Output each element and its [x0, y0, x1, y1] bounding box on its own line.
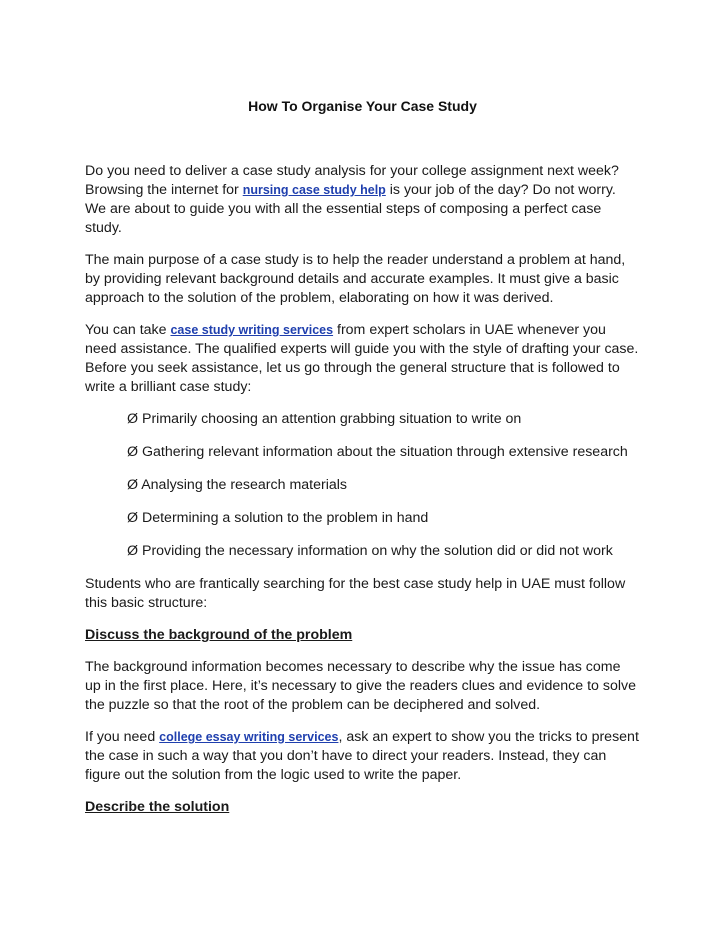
section-heading-solution: Describe the solution: [85, 799, 230, 815]
paragraph-structure-note: Students who are frantically searching for the best case study help in UAE must follow this basic structure:: [85, 576, 626, 611]
document-title: How To Organise Your Case Study: [248, 98, 477, 114]
section-heading-background: Discuss the background of the problem: [85, 627, 353, 643]
college-essay-writing-services-link[interactable]: college essay writing services: [159, 730, 339, 744]
paragraph-background: The background information becomes necessary to describe why the issue has come up in the first place. Here, it’s necessary to give the readers clues and evidence to solve the puzzle so that the root of the problem can be deciphered and solved.: [85, 659, 636, 713]
paragraph-essay-text-before: If you need: [85, 729, 160, 745]
paragraph-intro-text-before: Do you need to deliver a case study analysis for your college assignment next week? Browsing the internet for: [85, 163, 619, 198]
paragraph-services: [85, 321, 640, 397]
paragraph-intro: [85, 162, 640, 238]
document-page: [85, 97, 640, 830]
paragraph-essay-text-after: , ask an expert to show you the tricks to present the case in such a way that you don’t have to direct your readers. Instead, they can figure out the solution from the logic used to write the paper.: [85, 729, 639, 783]
case-study-writing-services-link[interactable]: case study writing services: [170, 323, 334, 337]
bullet-item: Ø Gathering relevant information about the situation through extensive research: [127, 444, 628, 460]
bullet-item: Ø Primarily choosing an attention grabbing situation to write on: [127, 411, 522, 427]
bullet-item: Ø Determining a solution to the problem in hand: [127, 510, 429, 526]
bullet-item: Ø Providing the necessary information on why the solution did or did not work: [127, 543, 613, 559]
nursing-case-study-help-link[interactable]: nursing case study help: [242, 183, 386, 197]
paragraph-services-text-before: You can take: [85, 322, 171, 338]
paragraph-services-text-after: from expert scholars in UAE whenever you need assistance. The qualified experts will guide you with the style of drafting your case. Before you seek assistance, let us go through the general structure that is followed to write a brilliant case study:: [85, 322, 639, 395]
paragraph-purpose: The main purpose of a case study is to help the reader understand a problem at hand, by providing relevant background details and accurate examples. It must give a basic approach to the solution of the problem, elaborating on how it was derived.: [85, 252, 626, 306]
paragraph-intro-text-after: is your job of the day? Do not worry. We are about to guide you with all the essential steps of composing a perfect case study.: [85, 182, 616, 236]
paragraph-essay-services: [85, 728, 640, 785]
bullet-item: Ø Analysing the research materials: [127, 477, 348, 493]
